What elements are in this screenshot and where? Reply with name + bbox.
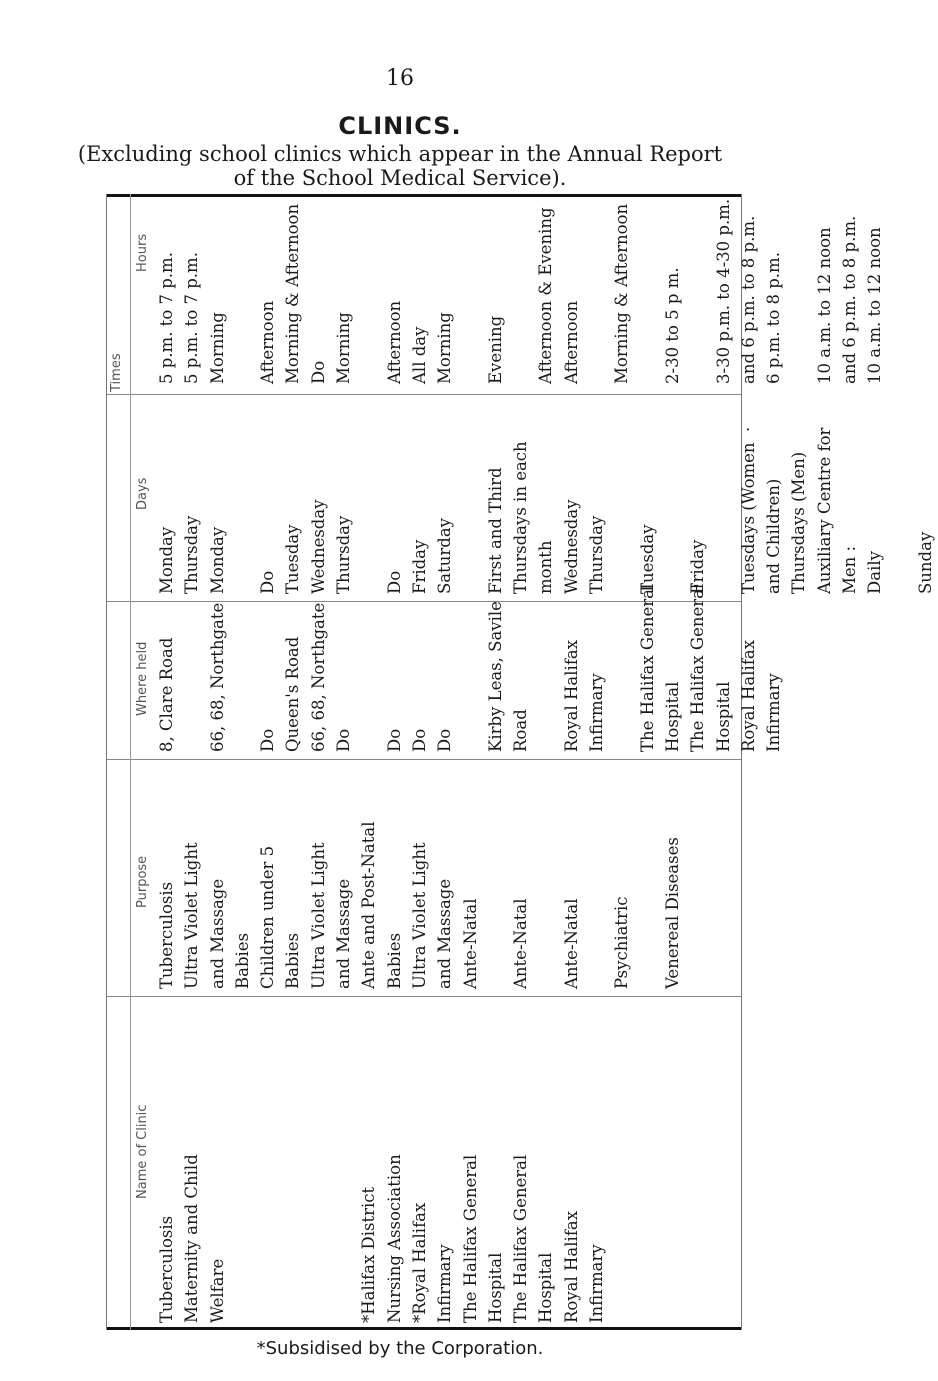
hours-line: Evening — [485, 315, 505, 384]
hours-line: and 6 p.m. to 8 p.m. — [738, 215, 758, 384]
purpose-line: Tuberculosis — [157, 881, 176, 989]
purpose-line: Babies — [283, 932, 303, 989]
header-where-held: Where held — [135, 641, 150, 716]
purpose-line: Psychiatric — [612, 896, 632, 989]
days-line: First and Third — [485, 467, 505, 594]
purpose-column — [154, 821, 685, 989]
days-line — [230, 427, 255, 594]
hours-line: Morning — [435, 312, 455, 384]
header-days: Days — [135, 477, 150, 510]
purpose-line: Ultra Violet Light — [182, 842, 202, 989]
hours-line: Afternoon — [384, 300, 404, 384]
where-held-line — [179, 584, 204, 752]
where-held-line: 8, Clare Road — [157, 637, 176, 752]
where-held-line: Do — [384, 728, 404, 752]
where-held-line: Kirby Leas, Savile — [485, 601, 505, 752]
where-held-line: Infirmary — [764, 673, 784, 752]
hours-line: All day — [409, 326, 429, 384]
hours-line: Afternoon — [561, 300, 581, 384]
hours-line: 5 p.m. to 7 p.m. — [157, 252, 176, 384]
where-held-line: 66, 68, Northgate — [207, 602, 227, 752]
hours-line: 6 p.m. to 8 p.m. — [764, 252, 784, 384]
clinic-name-line: Maternity and Child — [182, 1154, 202, 1323]
hours-line — [584, 199, 609, 384]
hours-line: Morning & Afternoon — [612, 203, 632, 384]
where-held-line: 66, 68, Northgate — [308, 602, 328, 752]
clinic-name-line: The Halifax General — [460, 1154, 480, 1323]
hours-line: Do — [308, 360, 328, 384]
section-divider — [106, 759, 742, 760]
clinic-name-line: Hospital — [536, 1252, 556, 1323]
hours-line — [685, 199, 710, 384]
hours-line — [230, 199, 255, 384]
hours-line: 10 a.m. to 12 noon — [865, 227, 885, 384]
hours-line — [635, 199, 660, 384]
purpose-line: Babies — [232, 932, 252, 989]
where-held-line — [609, 584, 634, 752]
footnote: *Subsidised by the Corporation. — [256, 1338, 544, 1359]
clinic-name-line: Infirmary — [587, 1244, 607, 1323]
days-line: Daily — [865, 551, 885, 594]
header-purpose: Purpose — [135, 855, 150, 908]
where-held-line — [533, 584, 558, 752]
days-line: Auxiliary Centre for — [814, 427, 834, 594]
where-held-line: Infirmary — [587, 673, 607, 752]
days-line: Thursday — [182, 515, 202, 594]
where-held-line — [230, 584, 255, 752]
table-bottom-rule — [106, 1327, 742, 1330]
purpose-line: and Massage — [207, 878, 227, 989]
table-top-rule — [106, 194, 742, 197]
hours-line — [508, 199, 533, 384]
table-left-border — [106, 194, 107, 1330]
where-held-line: The Halifax General — [688, 583, 708, 752]
where-held-line: Queen's Road — [283, 636, 303, 752]
where-held-line: Hospital — [713, 681, 733, 752]
hours-line: 3-30 p.m. to 4-30 p.m. — [713, 198, 733, 384]
clinic-name-line: *Royal Halifax — [409, 1202, 429, 1323]
purpose-line: Ultra Violet Light — [308, 842, 328, 989]
clinic-name-line — [255, 1154, 280, 1323]
hours-line: 2-30 to 5 p m. — [662, 267, 682, 384]
purpose-line: and Massage — [435, 878, 455, 989]
purpose-line: Babies — [384, 932, 404, 989]
where-held-line: Do — [435, 728, 455, 752]
page-number: 16 — [386, 66, 414, 91]
clinic-name-line: Tuberculosis — [157, 1215, 176, 1323]
days-line: Monday — [157, 526, 176, 594]
section-divider — [106, 394, 742, 395]
days-line: and Children) — [764, 478, 784, 594]
days-line: Tuesdays (Women · — [738, 426, 758, 594]
days-line: Saturday — [435, 517, 455, 594]
days-line: Do — [384, 570, 404, 594]
purpose-line — [533, 821, 558, 989]
where-held-line: Do — [258, 728, 278, 752]
purpose-line: Ante-Natal — [561, 898, 581, 989]
days-line — [356, 427, 381, 594]
days-line — [660, 427, 685, 594]
hours-line: 10 a.m. to 12 noon — [814, 227, 834, 384]
hours-line — [356, 199, 381, 384]
days-line: Thursday — [334, 515, 354, 594]
where-held-line: The Halifax General — [637, 583, 657, 752]
where-held-line: Road — [511, 709, 531, 752]
where-held-line: Royal Halifax — [561, 639, 581, 752]
days-line — [458, 427, 483, 594]
where-held-line: Royal Halifax — [738, 639, 758, 752]
subtitle-line-2: of the School Medical Service). — [233, 166, 567, 190]
purpose-line: Ante and Post-Natal — [359, 821, 379, 989]
clinic-name-line: The Halifax General — [511, 1154, 531, 1323]
days-line: Thursdays in each — [511, 441, 531, 594]
hours-line: Morning — [334, 312, 354, 384]
clinics-table — [106, 194, 935, 1330]
clinic-name-line — [306, 1154, 331, 1323]
clinic-name-line: Hospital — [485, 1252, 505, 1323]
hours-line: and 6 p.m. to 8 p.m. — [840, 215, 860, 384]
clinic-name-line: Infirmary — [435, 1244, 455, 1323]
purpose-line: Ultra Violet Light — [409, 842, 429, 989]
days-line — [888, 427, 913, 594]
where-held-column — [154, 584, 786, 752]
hours-line: Afternoon — [258, 300, 278, 384]
days-line: Friday — [409, 539, 429, 594]
hours-line — [458, 199, 483, 384]
days-line — [609, 427, 634, 594]
header-name-of-clinic: Name of Clinic — [135, 1104, 150, 1199]
purpose-line: Children under 5 — [258, 845, 278, 989]
clinic-name-line: Nursing Association — [384, 1154, 404, 1323]
clinic-name-line: Royal Halifax — [561, 1210, 581, 1323]
purpose-line: and Massage — [334, 878, 354, 989]
page-title: CLINICS. — [338, 112, 462, 140]
days-line: Men : — [840, 545, 860, 594]
purpose-line: Ante-Natal — [511, 898, 531, 989]
clinic-name-line — [280, 1154, 305, 1323]
days-line: month — [536, 540, 556, 594]
purpose-line: Ante-Natal — [460, 898, 480, 989]
hours-line: Morning & Afternoon — [283, 203, 303, 384]
clinic-name-line: *Halifax District — [359, 1186, 379, 1323]
where-held-line — [356, 584, 381, 752]
name-of-clinic-column — [154, 1154, 609, 1323]
clinic-name-line — [230, 1154, 255, 1323]
days-line: Tuesday — [637, 524, 657, 594]
purpose-line: Venereal Diseases — [662, 837, 682, 989]
header-hours: Hours — [135, 233, 150, 272]
section-divider — [106, 996, 742, 997]
days-line: Sunday — [915, 531, 935, 594]
days-line: Tuesday — [283, 524, 303, 594]
days-line: Friday — [688, 539, 708, 594]
header-gutter-line — [130, 194, 131, 1330]
days-line: Monday — [207, 526, 227, 594]
where-held-line: Hospital — [662, 681, 682, 752]
hours-line — [786, 199, 811, 384]
header-times: Times — [109, 353, 124, 392]
subtitle-line-1: (Excluding school clinics which appear in the Annual Report — [77, 142, 723, 166]
hours-line: Afternoon & Evening — [536, 207, 556, 384]
days-line — [711, 427, 736, 594]
hours-column — [154, 199, 888, 384]
purpose-line — [584, 821, 609, 989]
days-line: Wednesday — [308, 499, 328, 594]
days-line: Wednesday — [561, 499, 581, 594]
purpose-line — [483, 821, 508, 989]
where-held-line — [458, 584, 483, 752]
days-column — [154, 427, 938, 594]
hours-line: 5 p.m. to 7 p.m. — [182, 252, 202, 384]
clinic-name-line: Welfare — [207, 1258, 227, 1323]
where-held-line: Do — [334, 728, 354, 752]
where-held-line: Do — [409, 728, 429, 752]
days-line: Do — [258, 570, 278, 594]
clinic-name-line — [331, 1154, 356, 1323]
days-line: Thursday — [587, 515, 607, 594]
purpose-line — [635, 821, 660, 989]
hours-line: Morning — [207, 312, 227, 384]
days-line: Thursdays (Men) — [789, 451, 809, 594]
